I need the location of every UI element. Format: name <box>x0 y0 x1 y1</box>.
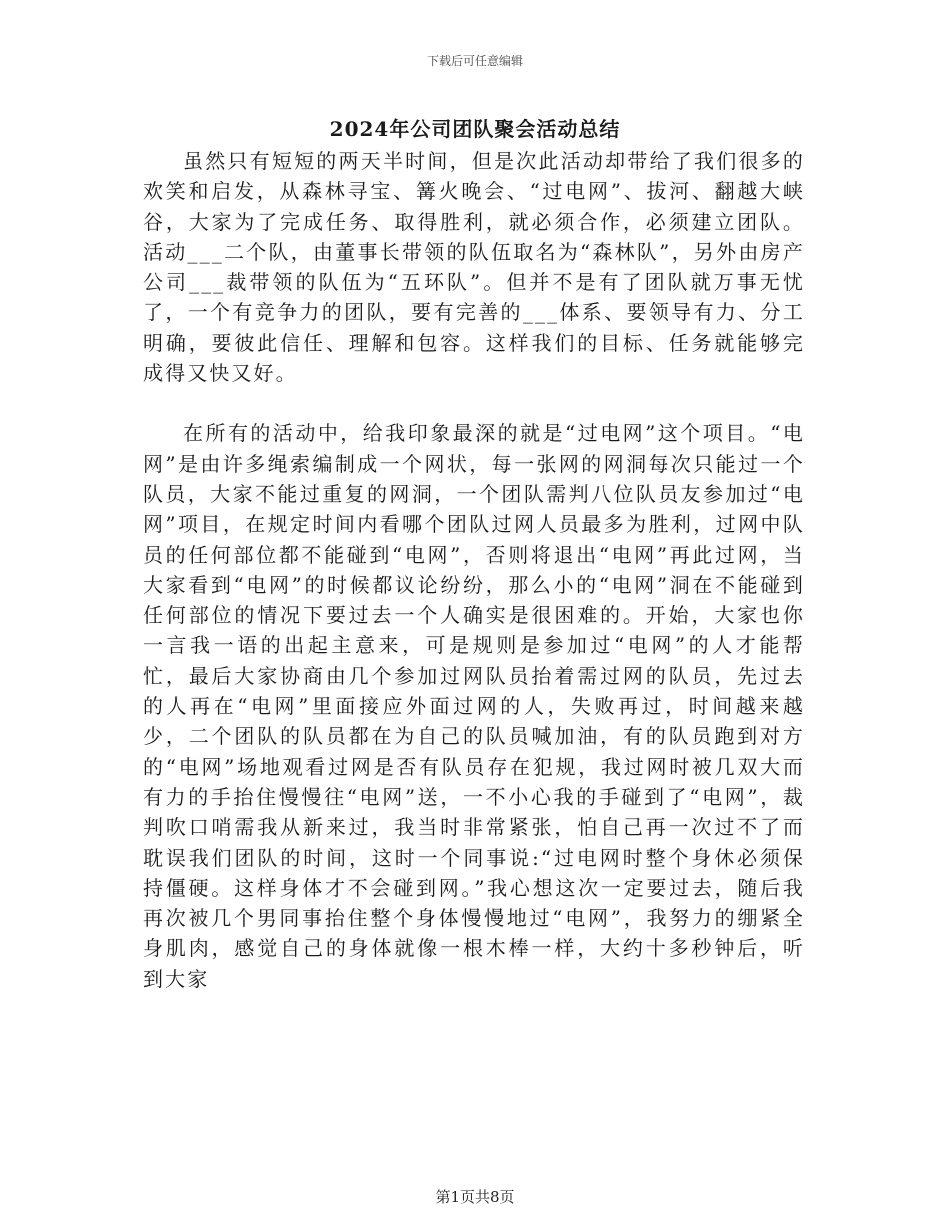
document-title: 2024年公司团队聚会活动总结 <box>329 117 621 141</box>
paragraph-2: 在所有的活动中，给我印象最深的就是“过电网”这个项目。“电网”是由许多绳索编制成一个网状，每一张网的网洞每次只能过一个队员，大家不能过重复的网洞，一个团队需判八位队员友参加过“电网”项目，在规定时间内看哪个团队过网人员最多为胜利，过网中队员的任何部位都不能碰到“电网”，否则将退出“电网”再此过网，当大家看到“电网”的时候都议论纷纷，那么小的“电网”洞在不能碰到任何部位的情况下要过去一个人确实是很困难的。开始，大家也你一言我一语的出起主意来，可是规则是参加过“电网”的人才能帮忙，最后大家协商由几个参加过网队员抬着需过网的队员，先过去的人再在“电网”里面接应外面过网的人，失败再过，时间越来越少，二个团队的队员都在为自己的队员喊加油，有的队员跑到对方的“电网”场地观看过网是否有队员存在犯规，我过网时被几双大而有力的手抬住慢慢往“电网”送，一不小心我的手碰到了“电网”，裁判吹口哨需我从新来过，我当时非常紧张，怕自己再一次过不了而耽误我们团队的时间，这时一个同事说:“过电网时整个身休必须保持僵硬。这样身体才不会碰到网。”我心想这次一定要过去，随后我再次被几个男同事抬住整个身体慢慢地过“电网”，我努力的绷紧全身肌肉，感觉自己的身体就像一根木棒一样，大约十多秒钟后，听到大家 <box>143 421 805 991</box>
paragraph-1: 虽然只有短短的两天半时间，但是次此活动却带给了我们很多的欢笑和启发，从森林寻宝、篝火晚会、“过电网”、拔河、翻越大峡谷，大家为了完成任务、取得胜利，就必须合作，必须建立团队。活动___二个队，由董事长带领的队伍取名为“森林队”，另外由房产公司___裁带领的队伍为“五环队”。但并不是有了团队就万事无忧了，一个有竞争力的团队，要有完善的___体系、要领导有力、分工明确，要彼此信任、理解和包容。这样我们的目标、任务就能够完成得又快又好。 <box>143 149 805 386</box>
document-body <box>143 146 805 994</box>
header-note: 下载后可任意编辑 <box>426 54 523 68</box>
page-number: 第1页共8页 <box>435 1188 515 1206</box>
